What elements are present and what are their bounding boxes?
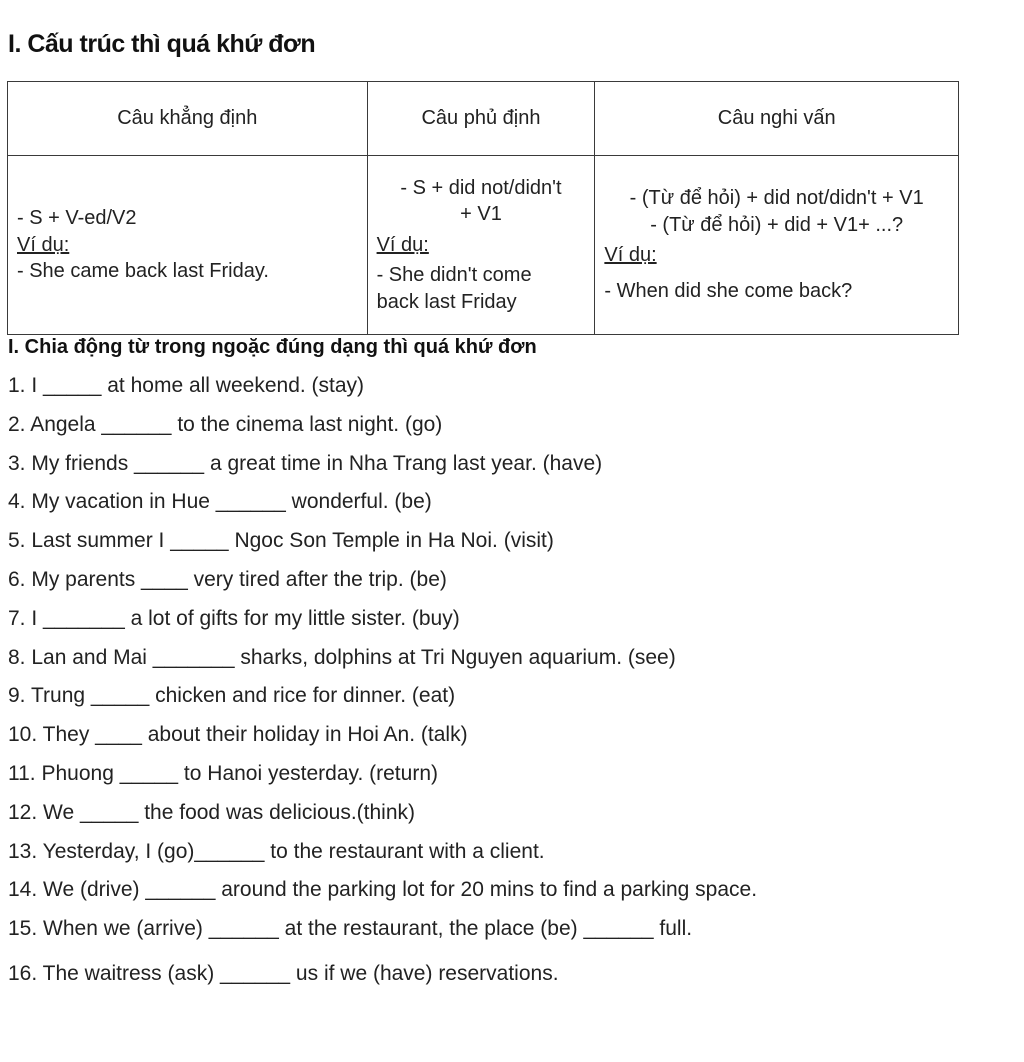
affirmative-example-label: Ví dụ:: [17, 233, 70, 256]
exercise-item-11: 11. Phuong _____ to Hanoi yesterday. (return): [8, 761, 438, 785]
interrogative-example: - When did she come back?: [604, 280, 853, 303]
interrogative-example-label: Ví dụ:: [604, 244, 657, 266]
exercise-item-6: 6. My parents ____ very tired after the trip. (be): [8, 567, 447, 591]
exercise-item-2: 2. Angela ______ to the cinema last night. (go): [8, 412, 443, 436]
interrogative-formula-line2: - (Từ để hỏi) + did + V1+ ...?: [650, 213, 904, 236]
cell-interrogative: [595, 156, 959, 335]
section-title: I. Chia động từ trong ngoặc đúng dạng thì quá khứ đơn: [8, 336, 537, 358]
exercise-item-12: 12. We _____ the food was delicious.(think): [8, 800, 416, 824]
interrogative-formula-line1: - (Từ để hỏi) + did not/didn't + V1: [629, 187, 924, 210]
page-title: I. Cấu trúc thì quá khứ đơn: [8, 30, 316, 58]
exercise-item-10: 10. They ____ about their holiday in Hoi An. (talk): [8, 723, 468, 747]
cell-negative: [367, 156, 595, 335]
exercise-item-16: 16. The waitress (ask) ______ us if we (have) reservations.: [8, 961, 559, 985]
negative-example-label: Ví dụ:: [376, 233, 429, 256]
negative-formula-line2: + V1: [460, 203, 502, 226]
exercise-item-7: 7. I _______ a lot of gifts for my little sister. (buy): [8, 606, 460, 630]
exercise-item-13: 13. Yesterday, I (go)______ to the restaurant with a client.: [8, 839, 545, 863]
header-interrogative: Câu nghi vấn: [595, 82, 959, 156]
exercise-item-5: 5. Last summer I _____ Ngoc Son Temple in Ha Noi. (visit): [8, 529, 554, 553]
table-header-row: [8, 82, 959, 156]
header-negative: Câu phủ định: [367, 82, 595, 156]
cell-affirmative: [8, 156, 368, 335]
table-content-row: [8, 156, 959, 335]
exercise-item-3: 3. My friends ______ a great time in Nha Trang last year. (have): [8, 451, 603, 475]
negative-example-line1: - She didn't come: [376, 264, 532, 287]
negative-example-line2: back last Friday: [376, 290, 517, 313]
exercise-item-1: 1. I _____ at home all weekend. (stay): [8, 374, 365, 397]
exercise-item-15: 15. When we (arrive) ______ at the restaurant, the place (be) ______ full.: [8, 917, 693, 941]
exercise-list: [8, 367, 757, 993]
exercise-item-9: 9. Trung _____ chicken and rice for dinner. (eat): [8, 684, 456, 708]
header-affirmative: Câu khẳng định: [8, 82, 368, 156]
exercise-item-4: 4. My vacation in Hue ______ wonderful. (be): [8, 490, 432, 514]
affirmative-example: - She came back last Friday.: [17, 260, 269, 283]
negative-formula-line1: - S + did not/didn't: [400, 177, 562, 200]
affirmative-formula: - S + V-ed/V2: [17, 207, 137, 230]
grammar-structure-table: [7, 81, 959, 335]
exercise-item-14: 14. We (drive) ______ around the parking lot for 20 mins to find a parking space.: [8, 878, 758, 902]
exercise-item-8: 8. Lan and Mai _______ sharks, dolphins at Tri Nguyen aquarium. (see): [8, 645, 676, 669]
